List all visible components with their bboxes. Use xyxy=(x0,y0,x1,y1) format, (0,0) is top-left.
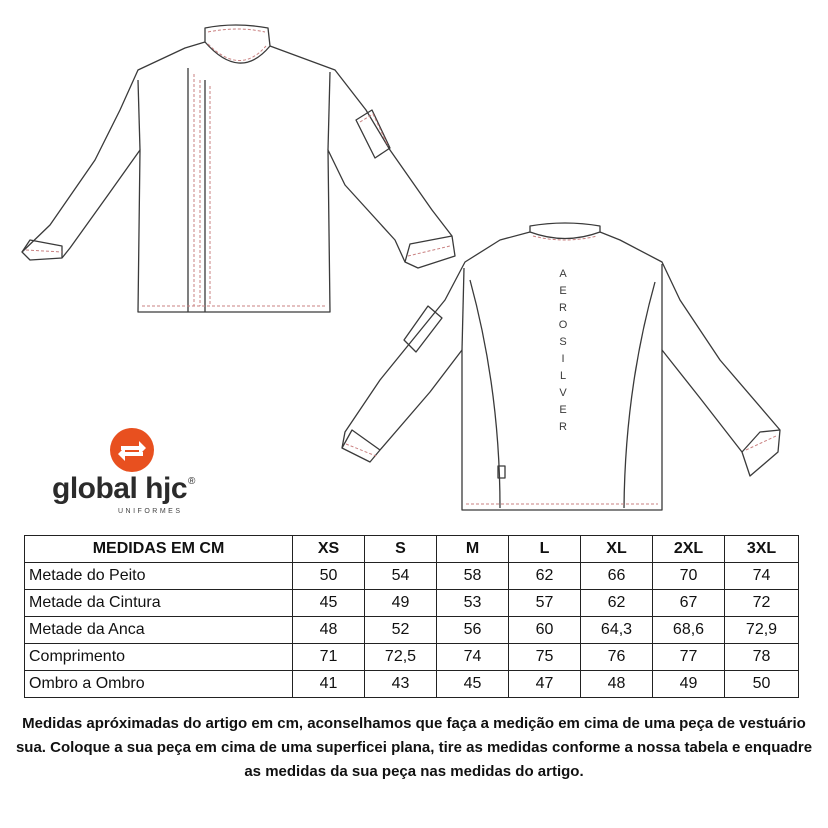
measurement-cell: 57 xyxy=(509,590,581,617)
brand-logo xyxy=(50,428,240,518)
measurement-cell: 78 xyxy=(725,644,799,671)
exchange-arrows-icon xyxy=(110,428,154,472)
measurement-cell: 56 xyxy=(437,617,509,644)
measurement-cell: 67 xyxy=(653,590,725,617)
measurement-cell: 77 xyxy=(653,644,725,671)
header-cell-size: 2XL xyxy=(653,536,725,563)
measurement-cell: 68,6 xyxy=(653,617,725,644)
table-row xyxy=(25,617,799,644)
measurement-cell: 49 xyxy=(365,590,437,617)
measurement-cell: 74 xyxy=(725,563,799,590)
measurement-cell: 50 xyxy=(725,671,799,698)
table-header-row xyxy=(25,536,799,563)
measurement-cell: 76 xyxy=(581,644,653,671)
measurement-cell: 54 xyxy=(365,563,437,590)
brand-tagline: UNIFORMES xyxy=(118,508,183,515)
measurement-cell: 53 xyxy=(437,590,509,617)
measurement-cell: 49 xyxy=(653,671,725,698)
measurement-cell: 72,9 xyxy=(725,617,799,644)
measurement-cell: 50 xyxy=(293,563,365,590)
table-row xyxy=(25,671,799,698)
measurement-cell: 74 xyxy=(437,644,509,671)
measurement-cell: 41 xyxy=(293,671,365,698)
measurement-cell: 47 xyxy=(509,671,581,698)
measurement-cell: 72,5 xyxy=(365,644,437,671)
jacket-front-drawing xyxy=(22,25,455,312)
row-label: Metade do Peito xyxy=(25,563,293,590)
row-label: Metade da Cintura xyxy=(25,590,293,617)
measurement-cell: 43 xyxy=(365,671,437,698)
table-row xyxy=(25,563,799,590)
measurement-cell: 45 xyxy=(293,590,365,617)
brand-name: global hjc® xyxy=(52,472,195,505)
row-label: Ombro a Ombro xyxy=(25,671,293,698)
table-row xyxy=(25,590,799,617)
measurement-note: Medidas apróximadas do artigo em cm, aconselhamos que faça a medição em cima de uma peça de vestuário sua. Coloque a sua peça em cima de uma superficei plana, tire as medidas conforme a nossa tabela e enquadre as medidas da sua peça nas medidas do artigo. xyxy=(15,715,813,780)
back-print-text: AEROSILVER xyxy=(557,268,569,438)
header-cell-size: 3XL xyxy=(725,536,799,563)
header-cell-size: L xyxy=(509,536,581,563)
header-cell-label: MEDIDAS EM CM xyxy=(25,536,293,563)
table-row xyxy=(25,644,799,671)
measurement-cell: 62 xyxy=(581,590,653,617)
row-label: Metade da Anca xyxy=(25,617,293,644)
header-cell-size: XL xyxy=(581,536,653,563)
header-cell-size: XS xyxy=(293,536,365,563)
measurement-cell: 60 xyxy=(509,617,581,644)
measurement-cell: 48 xyxy=(293,617,365,644)
header-cell-size: S xyxy=(365,536,437,563)
measurement-cell: 52 xyxy=(365,617,437,644)
measurement-cell: 70 xyxy=(653,563,725,590)
measurement-cell: 64,3 xyxy=(581,617,653,644)
header-cell-size: M xyxy=(437,536,509,563)
measurement-cell: 71 xyxy=(293,644,365,671)
measurement-cell: 58 xyxy=(437,563,509,590)
size-chart-table xyxy=(24,535,799,698)
measurement-cell: 75 xyxy=(509,644,581,671)
measurement-cell: 45 xyxy=(437,671,509,698)
measurement-cell: 48 xyxy=(581,671,653,698)
measurement-cell: 62 xyxy=(509,563,581,590)
row-label: Comprimento xyxy=(25,644,293,671)
measurement-cell: 66 xyxy=(581,563,653,590)
measurement-cell: 72 xyxy=(725,590,799,617)
